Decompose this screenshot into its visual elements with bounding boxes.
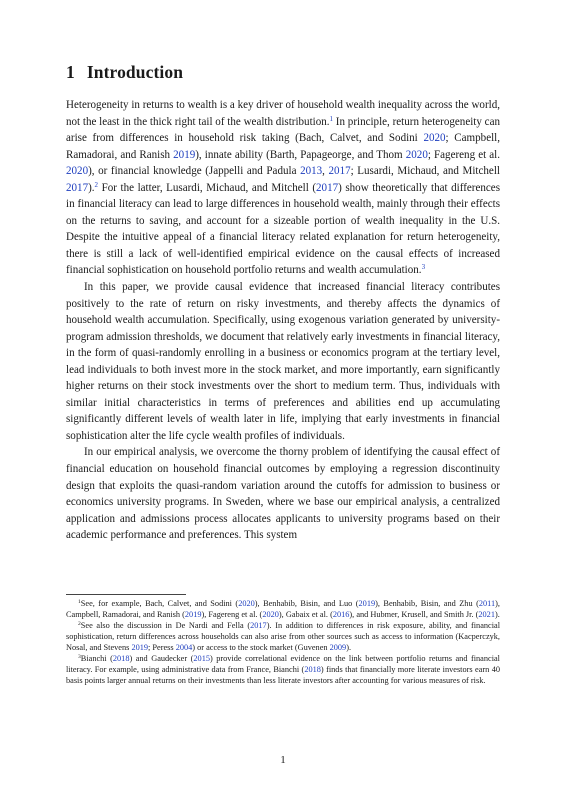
citation-link[interactable]: 2021 xyxy=(478,610,495,620)
text-run: ) show theoretically that differences in financial literacy can lead to large differences in household wealth, mainly through their effects on the returns to saving, and account for a sizeable portion of wealth inequality in the U.S. Despite the intuitive appeal of a financial literacy related explanation for return heterogeneity, there is still a lack of well-identified empirical evidence on the causal effects of increased financial sophistication on household portfolio returns and wealth accumulation. xyxy=(66,181,501,277)
text-run: ), and Hubmer, Krusell, and Smith Jr. ( xyxy=(349,610,479,620)
text-run: ), Benhabib, Bisin, and Zhu ( xyxy=(375,599,479,608)
footnote-2 xyxy=(66,620,500,653)
text-run: For the latter, Lusardi, Michaud, and Mitchell ( xyxy=(98,181,317,194)
citation-link[interactable]: 2020 xyxy=(262,610,279,620)
citation-link[interactable]: 2017 xyxy=(250,621,267,631)
page-number: 1 xyxy=(280,754,286,766)
text-run: ), Fagereng et al. ( xyxy=(201,610,263,620)
text-run: ; Peress xyxy=(148,643,176,653)
text-run: ; Fagereng et al. xyxy=(427,148,500,161)
footnote-1 xyxy=(66,598,500,620)
citation-link[interactable]: 2004 xyxy=(175,643,193,653)
citation-link[interactable]: 2020 xyxy=(66,165,89,178)
text-run: ). xyxy=(88,181,95,194)
citation-link[interactable]: 2018 xyxy=(304,665,321,675)
footnote-mark: 3 xyxy=(78,654,81,661)
text-run: ) and Gaudecker ( xyxy=(129,654,194,664)
footnote-divider xyxy=(66,594,186,595)
text-run: ). In addition to differences in risk exposure, ability, and financial sophistication, return differences across households can also arise from other sources such as access to information (Kacperczyk, Nosal, and Stevens xyxy=(66,621,501,653)
citation-link[interactable]: 2019 xyxy=(184,610,202,620)
page-body xyxy=(66,62,500,544)
citation-link[interactable]: 2013 xyxy=(300,165,323,178)
footnote-marker-2[interactable]: 2 xyxy=(94,180,99,189)
paragraph-1 xyxy=(66,97,500,279)
footnote-mark: 2 xyxy=(78,621,81,628)
citation-link[interactable]: 2016 xyxy=(332,610,350,620)
text-run: ), Campbell, Ramadorai, and Ranish ( xyxy=(66,599,500,620)
text-run: Bianchi ( xyxy=(80,654,113,664)
paragraph-2: In this paper, we provide causal evidence that increased financial literacy contributes positively to the rate of return on risky investments, and thereby affects the dynamics of household wealth accumulation. Specifically, using exogenous variation generated by university-program admission thresholds, we document that relatively early investments in financial literacy, in the form of quasi-randomly enrolling in a business or economics program at the tertiary level, lead individuals to both invest more in the stock market, and more importantly, earn significantly higher returns on their stock investments over the short to medium term. Thus, individuals with similar initial characteristics in terms of preferences and abilities end up accumulating significantly different levels of wealth later in life, implying that early investments in financial sophistication alter the life cycle wealth profiles of individuals. xyxy=(66,281,500,442)
text-run: , xyxy=(322,165,329,178)
section-number: 1 xyxy=(66,62,75,82)
citation-link[interactable]: 2009 xyxy=(329,643,347,653)
citation-link[interactable]: 2020 xyxy=(405,148,428,161)
text-run: ), or financial knowledge (Jappelli and Padula xyxy=(88,165,301,178)
footnote-3 xyxy=(66,653,500,686)
citation-link[interactable]: 2020 xyxy=(238,599,255,608)
text-run: ; Campbell, Ramadorai, and Ranish xyxy=(66,132,500,161)
text-run: ) provide correlational evidence on the link between portfolio returns and financial literacy. For example, using administrative data from France, Bianchi ( xyxy=(66,654,500,675)
text-run: ), Benhabib, Bisin, and Luo ( xyxy=(254,599,359,608)
text-run: ; Lusardi, Michaud, and Mitchell xyxy=(350,165,500,178)
text-run: Heterogeneity in returns to wealth is a key driver of household wealth inequality across the world, not the least in the thick right tail of the wealth distribution. xyxy=(66,99,500,128)
footnote-marker-1[interactable]: 1 xyxy=(329,114,334,123)
text-run: In principle, return heterogeneity can arise from differences in household risk taking (Bach, Calvet, and Sodini xyxy=(66,115,501,145)
citation-link[interactable]: 2018 xyxy=(112,654,130,664)
text-run: ), innate ability (Barth, Papageorge, and Thom xyxy=(195,148,406,161)
citation-link[interactable]: 2017 xyxy=(316,181,339,194)
footnotes xyxy=(66,598,500,686)
citation-link[interactable]: 2011 xyxy=(478,599,496,608)
citation-link[interactable]: 2015 xyxy=(193,654,210,664)
text-run: See, for example, Bach, Calvet, and Sodini ( xyxy=(80,599,239,608)
citation-link[interactable]: 2019 xyxy=(358,599,376,608)
citation-link[interactable]: 2017 xyxy=(328,165,351,178)
citation-link[interactable]: 2017 xyxy=(66,181,89,194)
text-run: ) finds that financially more literate investors earn 40 basis points larger annual returns on their investments than less literate investors after accounting for various measures of risk. xyxy=(66,665,501,686)
text-run: ). xyxy=(346,643,352,653)
text-run: ) or access to the stock market (Guvenen xyxy=(192,643,330,653)
section-title: Introduction xyxy=(86,62,184,82)
text-run: See also the discussion in De Nardi and Fella ( xyxy=(80,621,251,631)
citation-link[interactable]: 2019 xyxy=(173,148,196,161)
paragraph-3: In our empirical analysis, we overcome the thorny problem of identifying the causal effect of financial education on household financial outcomes by employing a regression discontinuity design that exploits the quasi-random variation around the cutoffs for admission to business or economics university programs. In Sweden, where we base our empirical analysis, a centralized application and admissions process allocates applicants to university programs based on their academic performance and preferences. This system xyxy=(66,446,500,542)
section-heading xyxy=(66,62,500,83)
footnote-mark: 1 xyxy=(78,599,81,605)
citation-link[interactable]: 2019 xyxy=(131,643,149,653)
citation-link[interactable]: 2020 xyxy=(423,132,446,145)
footnote-marker-3[interactable]: 3 xyxy=(421,263,426,272)
text-run: ). xyxy=(494,610,500,620)
text-run: ), Gabaix et al. ( xyxy=(278,610,333,620)
